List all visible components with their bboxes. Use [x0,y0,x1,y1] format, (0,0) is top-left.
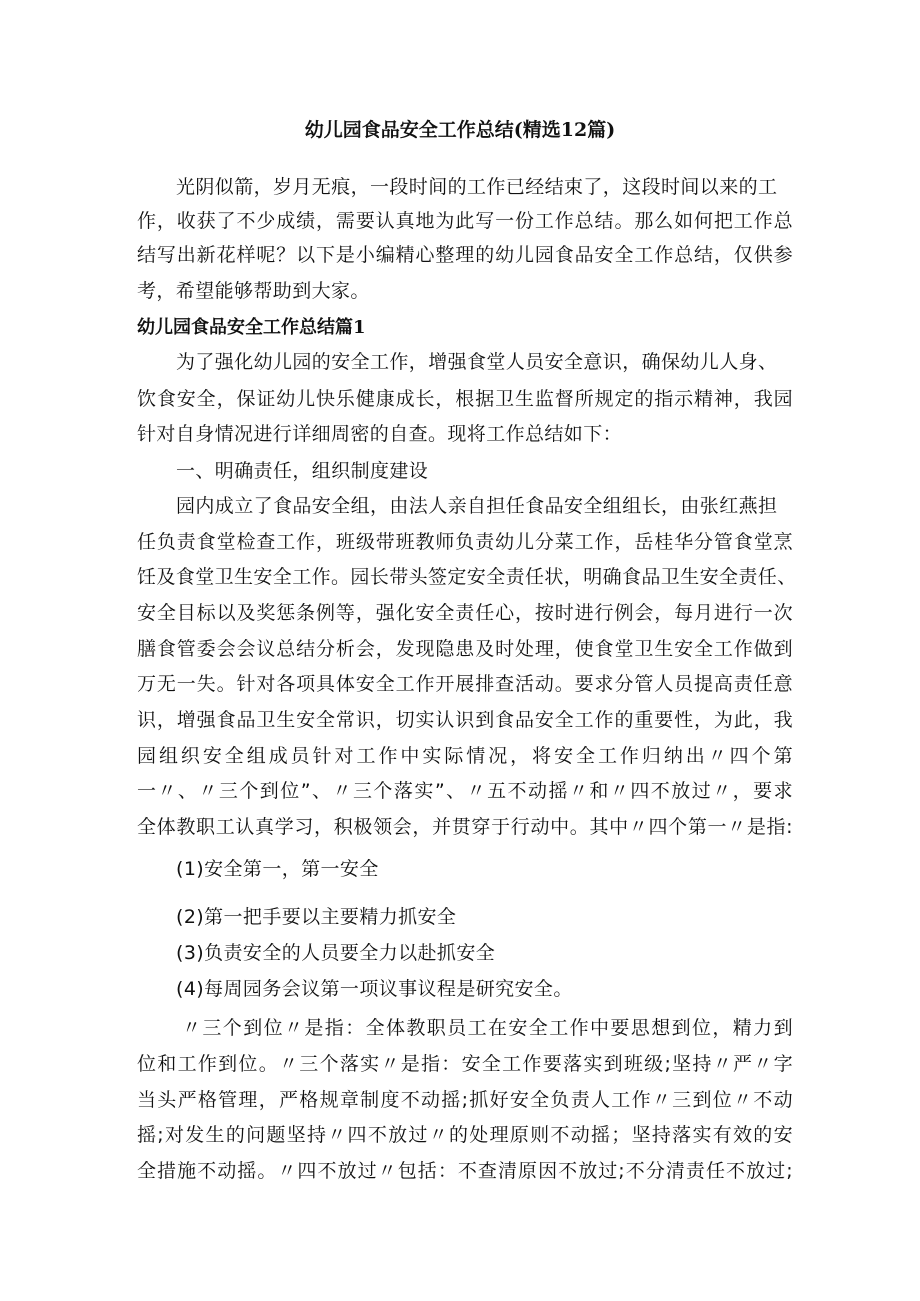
intro-line: 考，希望能够帮助到大家。 [137,280,370,302]
intro-line: 结写出新花样呢？以下是小编精心整理的幼儿园食品安全工作总结，仅供参 [137,244,793,266]
body-line: 园组织安全组成员针对工作中实际情况，将安全工作归纳出〃四个第 [137,745,793,767]
closing-line: 位和工作到位。〃三个落实〃是指：安全工作要落实到班级;坚持〃严〃字 [137,1053,793,1075]
body-line: 安全目标以及奖惩条例等，强化安全责任心，按时进行例会，每月进行一次 [137,602,793,624]
body-line: 园内成立了食品安全组，由法人亲自担任食品安全组组长，由张红燕担 [176,495,778,517]
closing-line: 〃三个到位〃是指：全体教职员工在安全工作中要思想到位，精力到 [182,1017,793,1039]
section-intro-line: 饮食安全，保证幼儿快乐健康成长，根据卫生监督所规定的指示精神，我园 [137,388,793,410]
body-line: 膳食管委会会议总结分析会，发现隐患及时处理，使食堂卫生安全工作做到 [137,638,793,660]
section-intro-line: 针对自身情况进行详细周密的自查。现将工作总结如下： [137,423,623,445]
list-item: (2)第一把手要以主要精力抓安全 [176,906,457,928]
body-line: 任负责食堂检查工作，班级带班教师负责幼儿分菜工作，岳桂华分管食堂烹 [137,531,793,553]
list-item: (4)每周园务会议第一项议事议程是研究安全。 [176,978,573,1000]
subheading: 一、明确责任，组织制度建设 [176,460,429,482]
body-line: 饪及食堂卫生安全工作。园长带头签定安全责任状，明确食品卫生安全责任、 [137,566,797,588]
body-line: 全体教职工认真学习，积极领会，并贯穿于行动中。其中〃四个第一〃是指: [137,816,793,838]
document-title: 幼儿园食品安全工作总结(精选12篇) [304,119,616,141]
intro-line: 作，收获了不少成绩，需要认真地为此写一份工作总结。那么如何把工作总 [137,210,793,232]
closing-line: 全措施不动摇。〃四不放过〃包括：不查清原因不放过;不分清责任不放过; [137,1160,793,1182]
closing-line: 摇;对发生的问题坚持〃四不放过〃的处理原则不动摇；坚持落实有效的安 [137,1124,793,1146]
body-line: 一〃、〃三个到位”、〃三个落实”、〃五不动摇〃和〃四不放过〃，要求 [137,780,793,802]
body-line: 识，增强食品卫生安全常识，切实认识到食品安全工作的重要性，为此，我 [137,709,793,731]
body-line: 万无一失。针对各项具体安全工作开展排查活动。要求分管人员提高责任意 [137,673,793,695]
list-item: (1)安全第一，第一安全 [176,858,379,880]
intro-line: 光阴似箭，岁月无痕，一段时间的工作已经结束了，这段时间以来的工 [176,176,778,198]
list-item: (3)负责安全的人员要全力以赴抓安全 [176,942,496,964]
closing-line: 当头严格管理，严格规章制度不动摇;抓好安全负责人工作〃三到位〃不动 [137,1089,793,1111]
section-heading: 幼儿园食品安全工作总结篇1 [137,317,366,338]
section-intro-line: 为了强化幼儿园的安全工作，增强食堂人员安全意识，确保幼儿人身、 [176,351,778,373]
